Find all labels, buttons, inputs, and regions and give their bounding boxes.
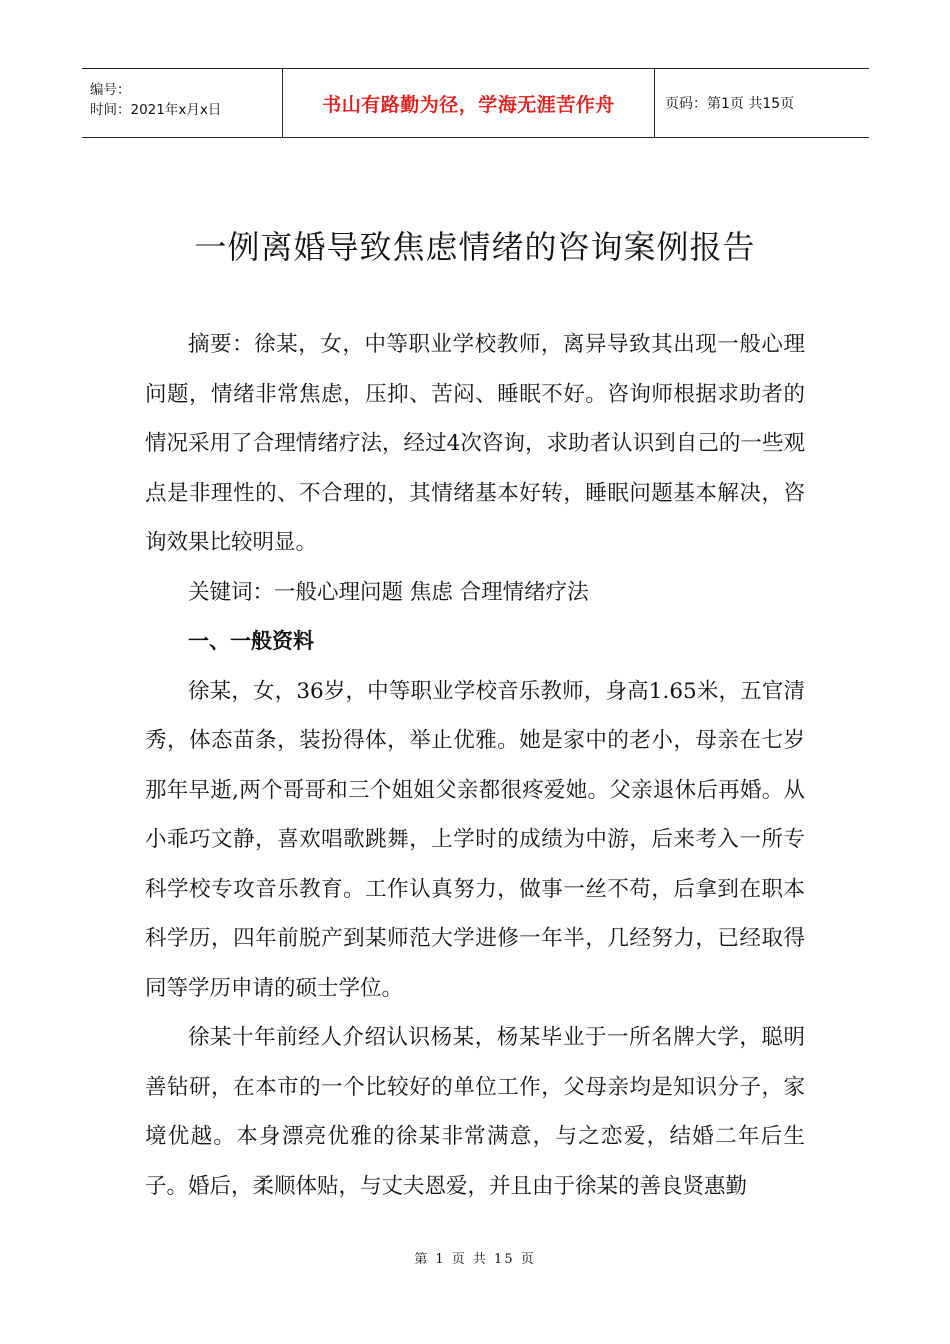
header-page-cell <box>655 69 869 137</box>
header-motto: 书山有路勤为径，学海无涯苦作舟 <box>322 93 615 116</box>
body-paragraph: 徐某十年前经人介绍认识杨某，杨某毕业于一所名牌大学，聪明善钻研，在本市的一个比较好的单位工作，父母亲均是知识分子，家境优越。本身漂亮优雅的徐某非常满意，与之恋爱，结婚二年后生子。婚后，柔顺体贴，与丈夫恩爱，并且由于徐某的善良贤惠勤 <box>145 1025 805 1199</box>
body-paragraph: 徐某，女，36岁，中等职业学校音乐教师，身高1.65米，五官清秀，体态苗条，装扮得体，举止优雅。她是家中的老小，母亲在七岁那年早逝,两个哥哥和三个姐姐父亲都很疼爱她。父亲退休后再婚。从小乖巧文静，喜欢唱歌跳舞，上学时的成绩为中游，后来考入一所专科学校专攻音乐教育。工作认真努力，做事一丝不苟，后拿到在职本科学历，四年前脱产到某师范大学进修一年半，几经努力，已经取得同等学历申请的硕士学位。 <box>145 678 805 1001</box>
document-title: 一例离婚导致焦虑情绪的咨询案例报告 <box>194 228 756 266</box>
document-time-label: 时间：2021年x月x日 <box>90 102 222 118</box>
header-table <box>82 68 869 138</box>
abstract-paragraph: 摘要：徐某，女，中等职业学校教师，离异导致其出现一般心理问题，情绪非常焦虑，压抑、苦闷、睡眠不好。咨询师根据求助者的情况采用了合理情绪疗法，经过4次咨询，求助者认识到自己的一些观点是非理性的、不合理的，其情绪基本好转，睡眠问题基本解决，咨询效果比较明显。 <box>145 332 805 555</box>
keywords-paragraph: 关键词：一般心理问题 焦虑 合理情绪疗法 <box>188 579 589 605</box>
page-footer: 第 1 页 共 15 页 <box>414 1252 536 1267</box>
header-motto-cell <box>282 69 655 137</box>
header-meta-cell <box>82 69 282 137</box>
document-number-label: 编号： <box>90 82 131 98</box>
header-page-info: 页码：第1页 共15页 <box>665 96 795 112</box>
section-heading-general-info: 一、一般资料 <box>188 629 314 653</box>
document-body <box>145 320 805 1211</box>
